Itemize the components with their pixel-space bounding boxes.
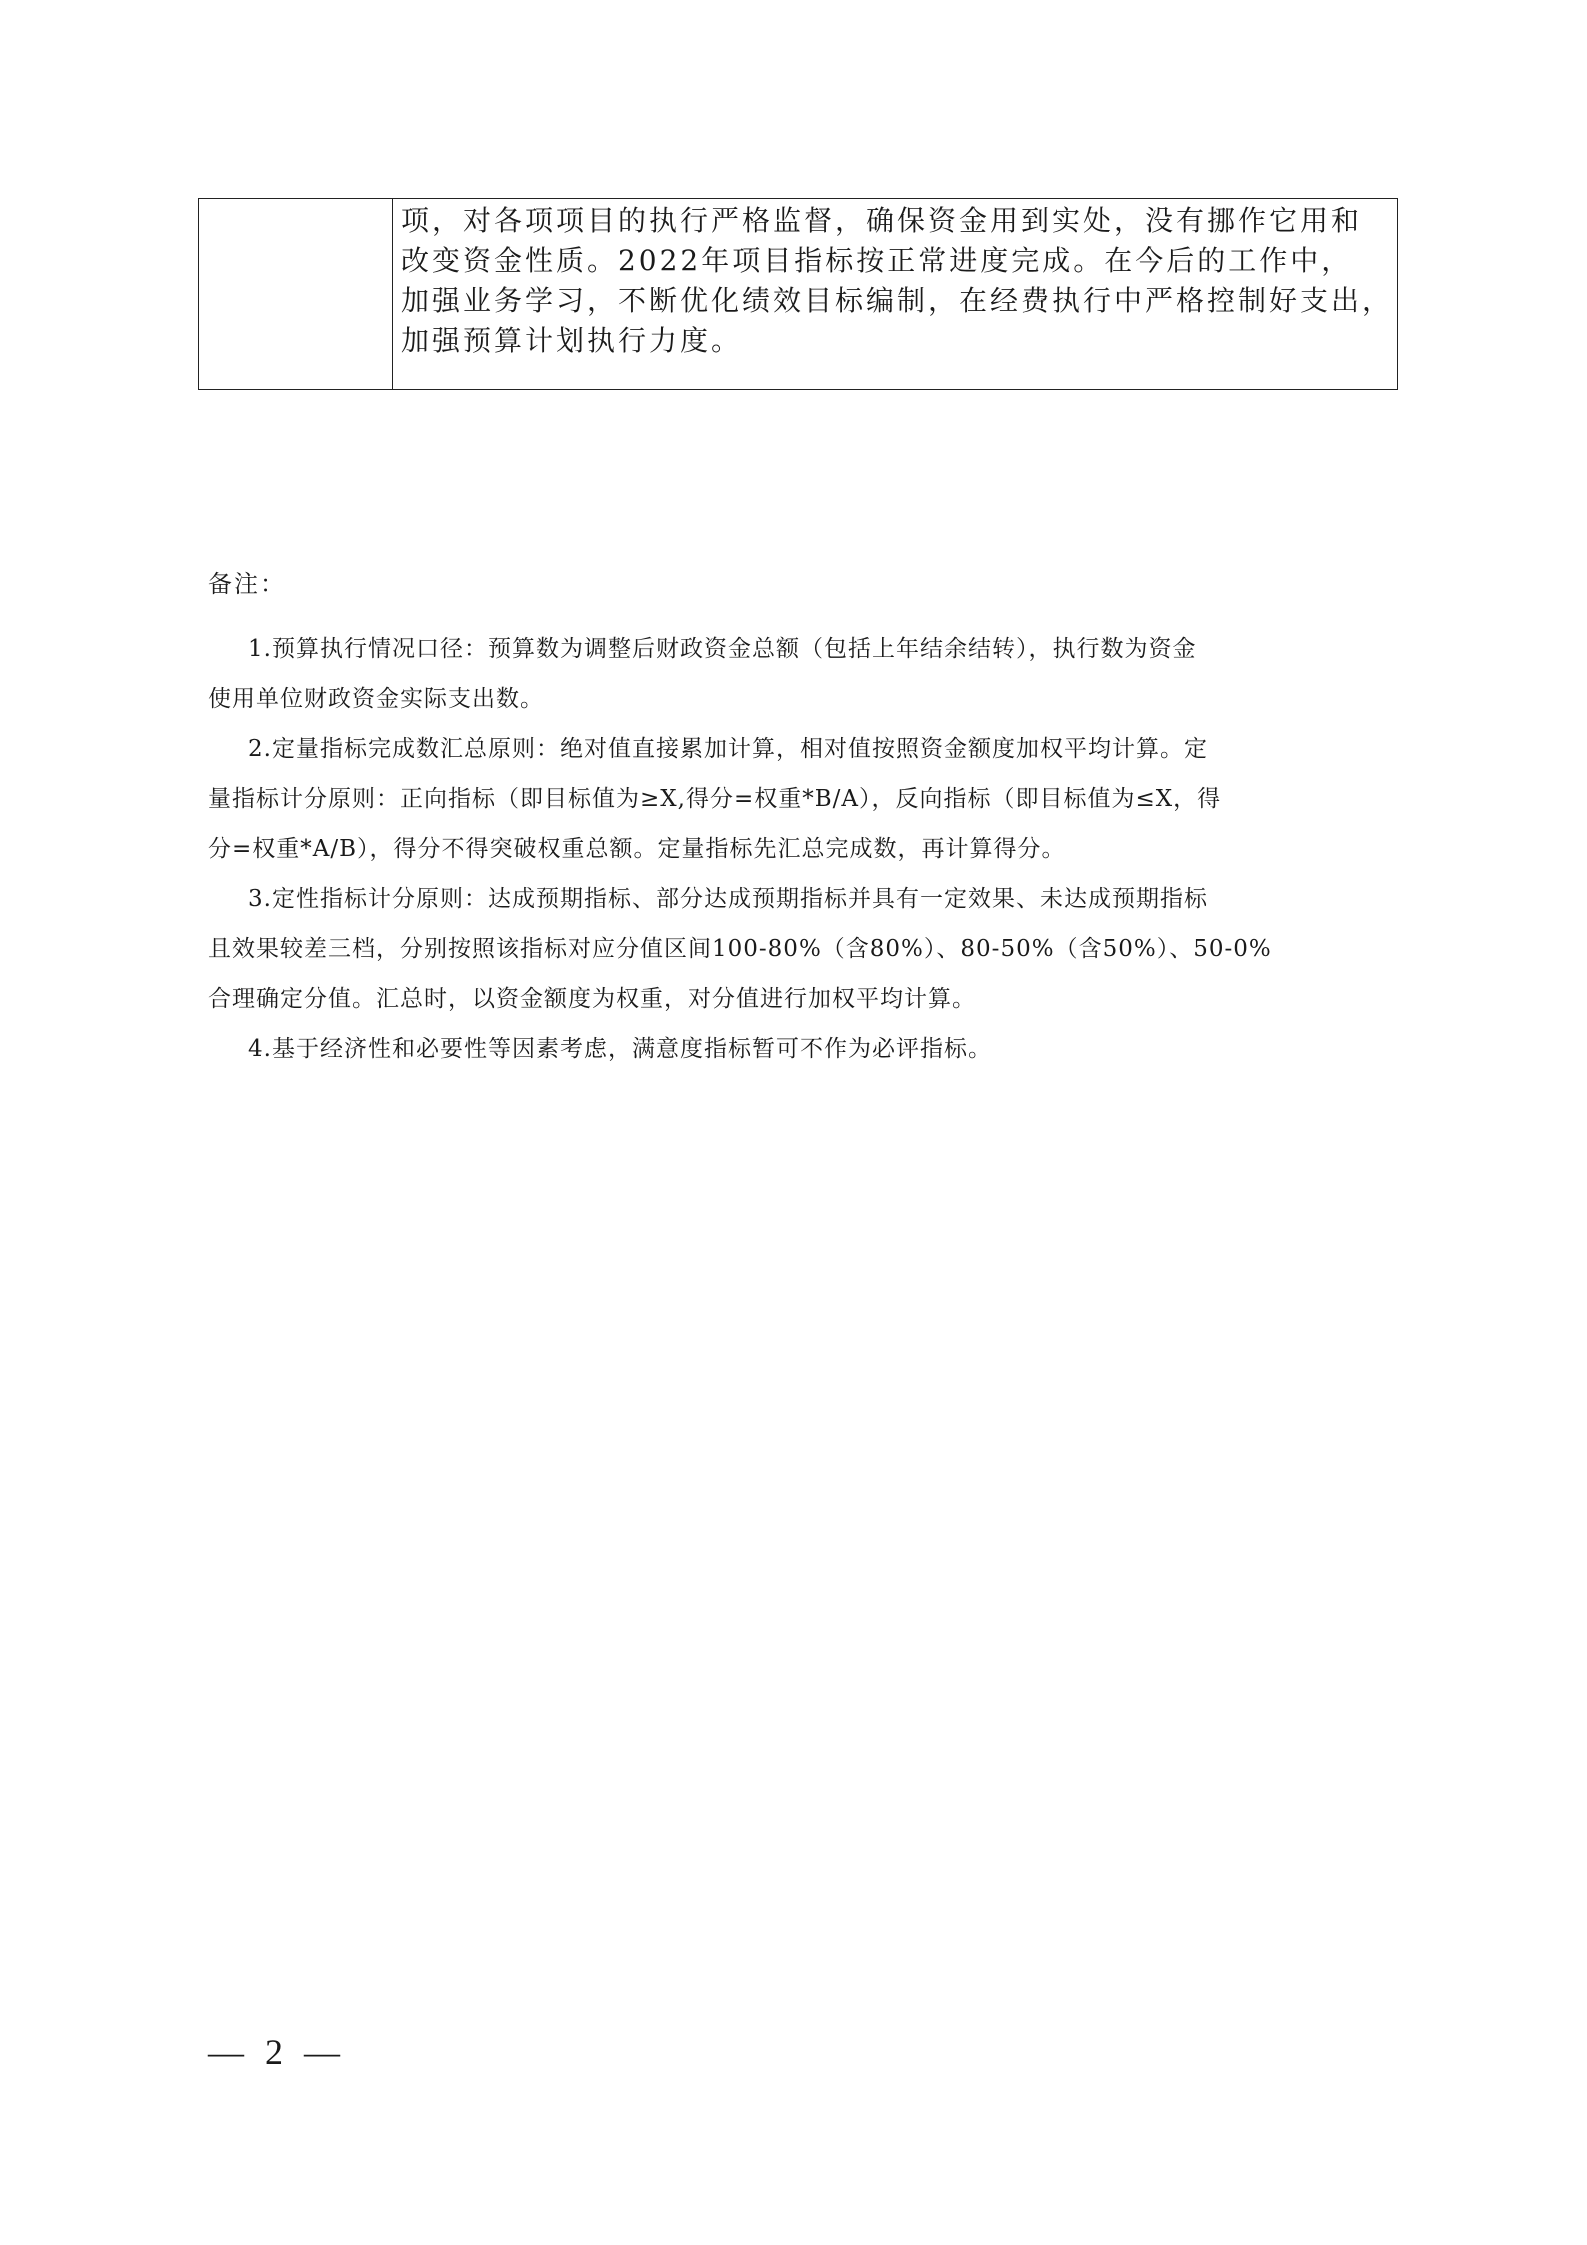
note-line: 量指标计分原则：正向指标（即目标值为≥X,得分=权重*B/A），反向指标（即目标值为≤X，得: [208, 786, 1222, 812]
table-fragment: [198, 198, 1398, 390]
table-left-cell: [199, 199, 393, 389]
note-line: 合理确定分值。汇总时，以资金额度为权重，对分值进行加权平均计算。: [208, 986, 976, 1012]
note-item-3: [208, 874, 1394, 1024]
note-line: 分=权重*A/B），得分不得突破权重总额。定量指标先汇总完成数，再计算得分。: [208, 836, 1066, 862]
note-line: 使用单位财政资金实际支出数。: [208, 686, 544, 712]
notes-title: 备注：: [208, 570, 286, 598]
notes-section: [208, 566, 1394, 1074]
table-text-line: 项，对各项项目的执行严格监督，确保资金用到实处，没有挪作它用和: [400, 204, 1362, 237]
table-text-line: 加强业务学习，不断优化绩效目标编制，在经费执行中严格控制好支出，: [400, 284, 1393, 317]
table-text-line: 加强预算计划执行力度。: [400, 324, 742, 357]
table-right-cell: [393, 199, 1397, 389]
note-line: 且效果较差三档，分别按照该指标对应分值区间100-80%（含80%）、80-50%（含50%）、50-0%: [208, 936, 1272, 962]
note-line: 4.基于经济性和必要性等因素考虑，满意度指标暂可不作为必评指标。: [248, 1036, 992, 1062]
note-line: 2.定量指标完成数汇总原则：绝对值直接累加计算，相对值按照资金额度加权平均计算。定: [248, 736, 1208, 762]
note-line: 3.定性指标计分原则：达成预期指标、部分达成预期指标并具有一定效果、未达成预期指标: [248, 886, 1208, 912]
page-number: — 2 —: [208, 2032, 346, 2072]
note-item-4: [208, 1024, 1394, 1074]
note-line: 1.预算执行情况口径：预算数为调整后财政资金总额（包括上年结余结转），执行数为资金: [248, 636, 1197, 662]
note-item-1: [208, 624, 1394, 724]
note-item-2: [208, 724, 1394, 874]
table-text-line: 改变资金性质。2022年项目指标按正常进度完成。在今后的工作中，: [400, 244, 1353, 277]
